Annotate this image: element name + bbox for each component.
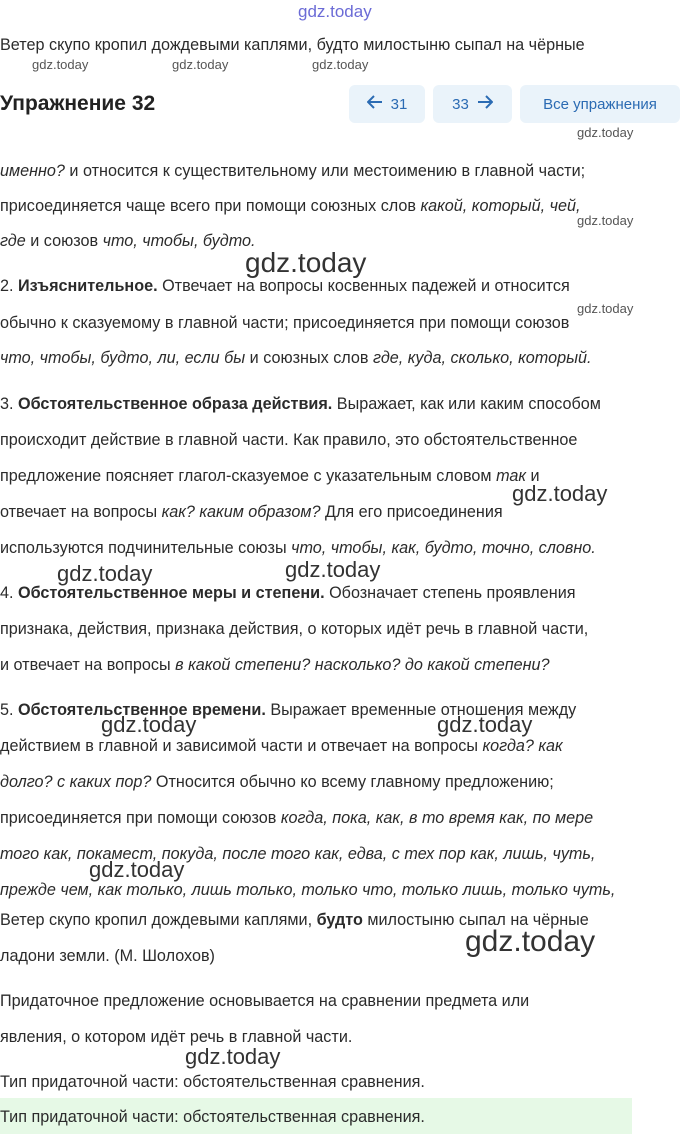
text-line: где и союзов что, чтобы, будто.	[0, 232, 256, 250]
text-line: 4. Обстоятельственное меры и степени. Обозначает степень проявления	[0, 584, 576, 602]
text-line: 3. Обстоятельственное образа действия. Выражает, как или каким способом	[0, 395, 601, 413]
watermark: gdz.today	[185, 1044, 281, 1069]
text-line: обычно к сказуемому в главной части; присоединяется при помощи союзов	[0, 314, 570, 332]
text-line: 5. Обстоятельственное времени. Выражает временные отношения между	[0, 701, 577, 719]
prev-exercise-label: 31	[390, 95, 408, 113]
text-line: того как, покамест, покуда, после того как, едва, с тех пор как, лишь, чуть,	[0, 845, 596, 863]
watermark: gdz.today	[577, 213, 634, 228]
page-title: Упражнение 32	[0, 92, 156, 115]
next-exercise-label: 33	[452, 95, 469, 113]
text-line: 2. Изъяснительное. Отвечает на вопросы косвенных падежей и относится	[0, 277, 570, 295]
arrow-left-icon	[367, 95, 383, 113]
text-line: присоединяется чаще всего при помощи союзных слов какой, который, чей,	[0, 197, 581, 215]
text-line: происходит действие в главной части. Как правило, это обстоятельственное	[0, 431, 578, 449]
text-line: отвечает на вопросы как? каким образом? Для его присоединения	[0, 503, 503, 521]
watermark: gdz.today	[172, 57, 229, 72]
watermark: gdz.today	[245, 247, 367, 278]
text-line: действием в главной и зависимой части и отвечает на вопросы когда? как	[0, 737, 563, 755]
answer-type-highlighted: Тип придаточной части: обстоятельственная сравнения.	[0, 1108, 425, 1126]
watermark: gdz.today	[89, 857, 185, 882]
text-line: именно? и относится к существительному или местоимению в главной части;	[0, 162, 586, 180]
watermark: gdz.today	[577, 125, 634, 140]
watermark: gdz.today	[285, 557, 381, 582]
all-exercises-button[interactable]	[520, 85, 680, 123]
example-text-line: Ветер скупо кропил дождевыми каплями, будто милостыню сыпал на чёрные	[0, 911, 589, 929]
all-exercises-label: Все упражнения	[543, 95, 657, 113]
watermark: gdz.today	[298, 2, 372, 21]
analysis-text-line: явления, о котором идёт речь в главной части.	[0, 1028, 353, 1046]
analysis-text-line: Придаточное предложение основывается на сравнении предмета или	[0, 992, 530, 1010]
watermark: gdz.today	[437, 712, 533, 737]
watermark: gdz.today	[32, 57, 89, 72]
text-line: что, чтобы, будто, ли, если бы и союзных слов где, куда, сколько, который.	[0, 349, 592, 367]
text-line: долго? с каких пор? Относится обычно ко всему главному предложению;	[0, 773, 554, 791]
watermark: gdz.today	[512, 481, 608, 506]
text-line: присоединяется при помощи союзов когда, пока, как, в то время как, по мере	[0, 809, 594, 827]
watermark: gdz.today	[577, 301, 634, 316]
watermark: gdz.today	[101, 712, 197, 737]
watermark: gdz.today	[312, 57, 369, 72]
arrow-right-icon	[477, 95, 493, 113]
example-text-line: ладони земли. (М. Шолохов)	[0, 947, 215, 965]
text-line: предложение поясняет глагол-сказуемое с указательным словом так и	[0, 467, 540, 485]
text-line: прежде чем, как только, лишь только, только что, только лишь, только чуть,	[0, 881, 616, 899]
next-exercise-button[interactable]	[433, 85, 512, 123]
text-line: признака, действия, признака действия, о которых идёт речь в главной части,	[0, 620, 589, 638]
text-line: и отвечает на вопросы в какой степени? насколько? до какой степени?	[0, 656, 550, 674]
prev-exercise-button[interactable]	[349, 85, 425, 123]
watermark: gdz.today	[465, 925, 596, 958]
watermark: gdz.today	[57, 561, 153, 586]
text-line: используются подчинительные союзы что, чтобы, как, будто, точно, словно.	[0, 539, 596, 557]
top-preview-text: Ветер скупо кропил дождевыми каплями, будто милостыню сыпал на чёрные	[0, 36, 585, 54]
answer-type-line: Тип придаточной части: обстоятельственная сравнения.	[0, 1073, 425, 1091]
